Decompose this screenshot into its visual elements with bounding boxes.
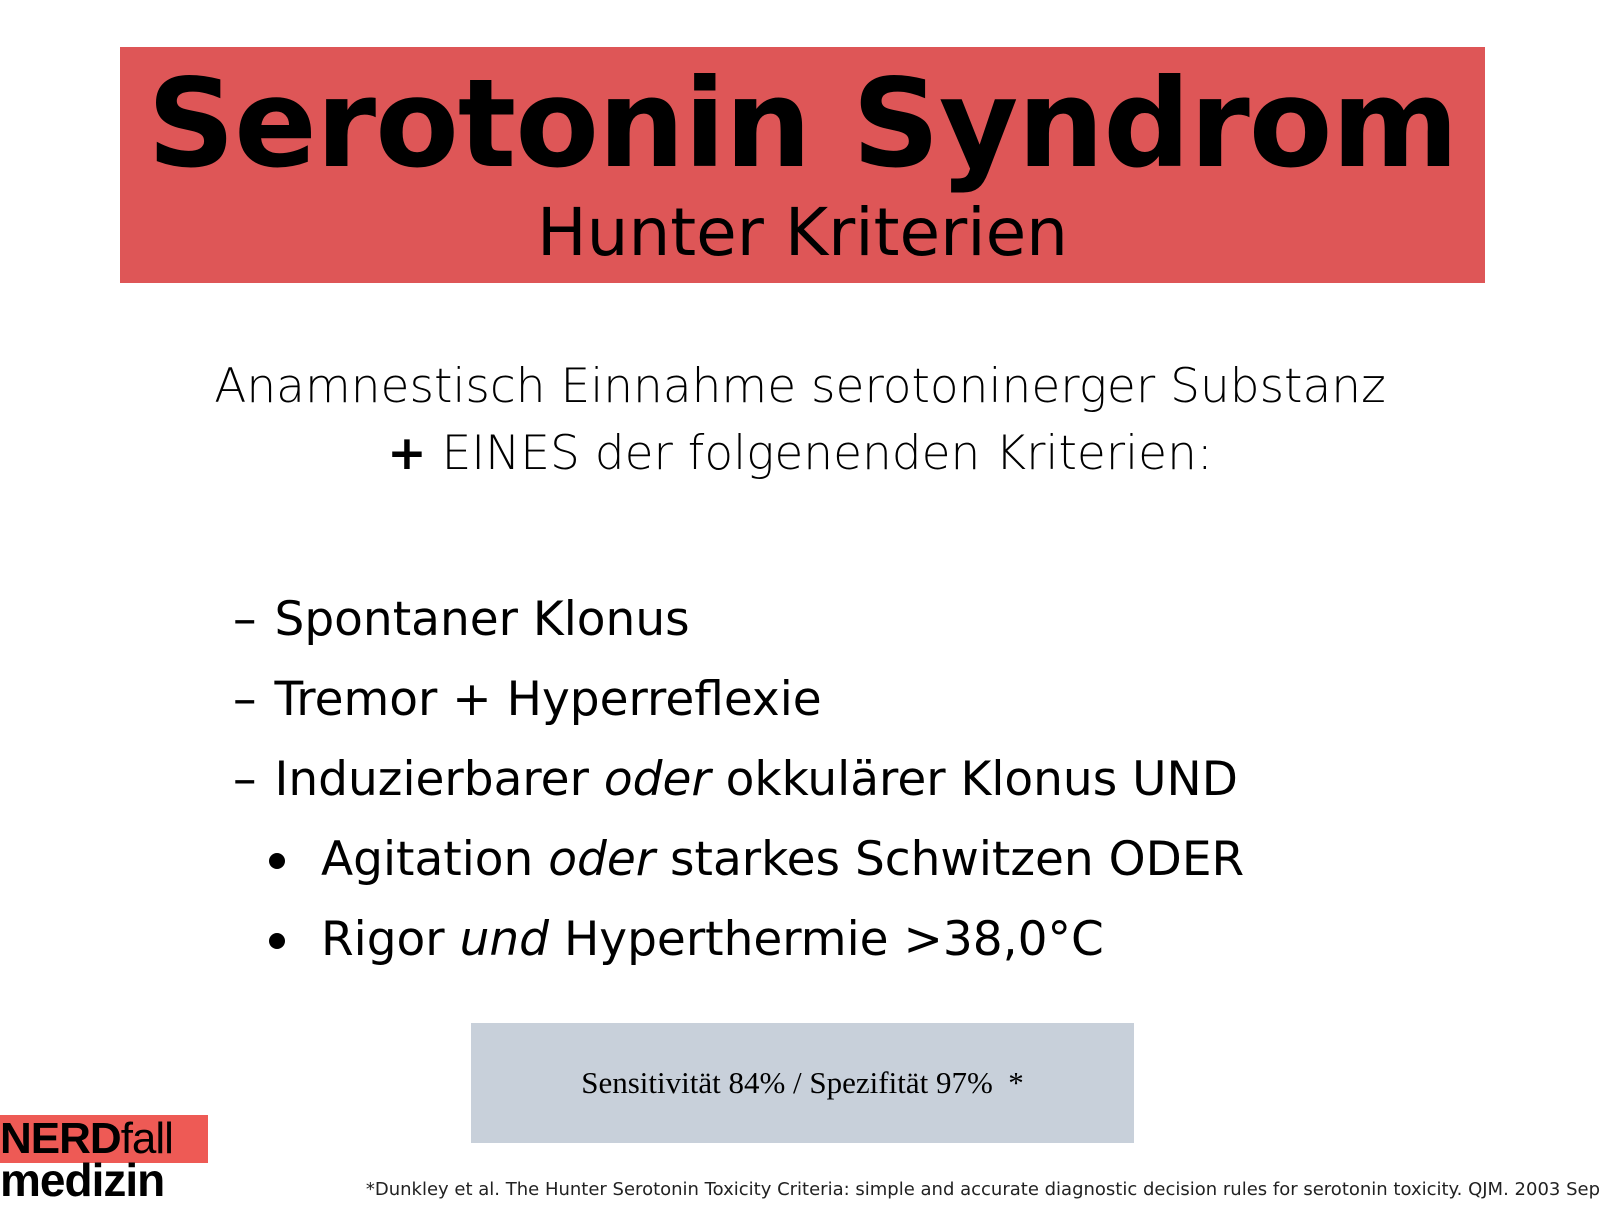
criterion-text-part: Induzierbarer	[274, 752, 604, 807]
criterion-spontaneous-clonus	[233, 580, 1238, 660]
sub-criteria-list	[267, 820, 1244, 980]
logo-medizin-text: medizin	[0, 1154, 165, 1206]
intro-history-line: Anamnestisch Einnahme serotoninerger Substanz	[214, 359, 1386, 414]
criterion-text-part: okkulärer Klonus UND	[710, 752, 1238, 807]
intro-criteria-line	[0, 424, 1600, 484]
criterion-text: Tremor + Hyperreflexie	[274, 672, 822, 727]
page-title: Serotonin Syndrom	[147, 53, 1458, 195]
title-banner	[120, 47, 1485, 283]
sensitivity-specificity-text: Sensitivität 84% / Spezifität 97% *	[581, 1065, 1024, 1100]
intro-criteria-text: EINES der folgenenden Kriterien:	[426, 426, 1213, 481]
criterion-inducible-clonus	[233, 740, 1238, 820]
bullet-icon	[269, 933, 285, 949]
logo-fall-text: fall	[120, 1114, 173, 1163]
criterion-text-emphasis: oder	[603, 752, 711, 807]
sub-criterion-text-part: Hyperthermie >38,0°C	[549, 912, 1104, 967]
sub-criterion-text-emphasis: und	[459, 912, 549, 967]
page-subtitle: Hunter Kriterien	[536, 194, 1069, 271]
dash-marker: –	[233, 672, 257, 727]
plus-sign: +	[387, 426, 427, 481]
criterion-tremor-hyperreflexia	[233, 660, 1238, 740]
sub-criterion-agitation	[267, 820, 1244, 900]
sub-criterion-text-emphasis: oder	[548, 832, 656, 887]
sub-criterion-text-part: Rigor	[321, 912, 460, 967]
bullet-icon	[269, 853, 285, 869]
criteria-list	[233, 580, 1238, 820]
sub-criterion-text-part: Agitation	[321, 832, 549, 887]
sub-criterion-rigor	[267, 900, 1244, 980]
logo-nerd-text: NERD	[0, 1114, 121, 1163]
dash-marker: –	[233, 592, 257, 647]
dash-marker: –	[233, 752, 257, 807]
stats-box	[471, 1023, 1134, 1143]
reference-footnote: *Dunkley et al. The Hunter Serotonin Toxicity Criteria: simple and accurate diagnostic decision rules for serotonin toxicity. QJM. 2003 Sep	[365, 1179, 1600, 1200]
criterion-text: Spontaner Klonus	[274, 592, 690, 647]
nerdfall-logo	[0, 1113, 210, 1206]
sub-criterion-text-part: starkes Schwitzen ODER	[655, 832, 1245, 887]
